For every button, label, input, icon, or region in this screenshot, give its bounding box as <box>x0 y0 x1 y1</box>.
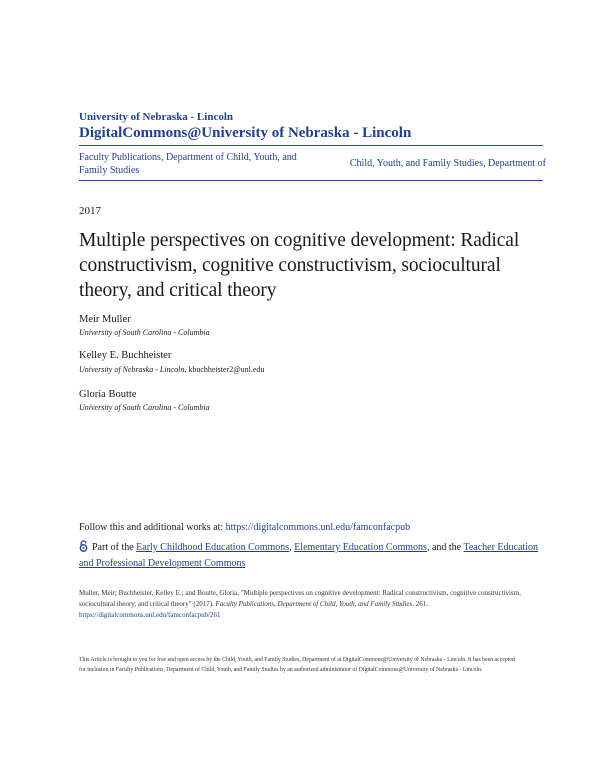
collection-link-left[interactable]: Faculty Publications, Department of Child, Youth, and Family Studies <box>79 152 297 176</box>
part-of-prefix: Part of the <box>92 542 137 553</box>
commons-separator: , <box>289 542 295 553</box>
institution-header <box>79 111 411 142</box>
header-divider-top <box>79 145 543 146</box>
header-divider-bottom <box>79 180 543 181</box>
university-name[interactable]: University of Nebraska - Lincoln <box>79 111 233 123</box>
author-name: Gloria Boutte <box>79 389 137 400</box>
commons-link-early-childhood[interactable]: Early Childhood Education Commons <box>136 542 290 553</box>
author-affiliation <box>79 364 264 375</box>
author-email[interactable]: , kbuchheister2@unl.edu <box>184 365 265 374</box>
access-notice: This Article is brought to you for free and open access by the Child, Youth, and Family Studies, Department of at DigitalCommons@University of Nebraska - Lincoln. It has been accepted for inclusion in Faculty Publications, Department of Child, Youth, and Family Studies by an authorized administrator of DigitalCommons@University of Nebraska - Lincoln. <box>79 657 515 673</box>
author-name: Meir Muller <box>79 314 131 325</box>
citation-url[interactable]: https://digitalcommons.unl.edu/famconfacpub/261 <box>79 611 221 619</box>
citation-number: . 261. <box>412 600 428 608</box>
collection-link-right[interactable]: Child, Youth, and Family Studies, Department of <box>349 158 546 169</box>
part-of-commons <box>79 540 549 571</box>
publication-year: 2017 <box>79 205 101 217</box>
recommended-citation <box>79 588 549 621</box>
author-affiliation <box>79 402 210 413</box>
citation-text: Muller, Meir; Buchheister, Kelley E.; and Boutte, Gloria, "Multiple perspectives on cognitive development: Radical constructivism, cognitive constructivism, sociocultural theory, and critical theory" (2017). <box>79 589 521 608</box>
commons-link-elementary[interactable]: Elementary Education Commons <box>294 542 427 553</box>
follow-link[interactable]: https://digitalcommons.unl.edu/famconfacpub <box>225 522 411 533</box>
citation-venue: Faculty Publications, Department of Child, Youth, and Family Studies <box>215 600 413 608</box>
open-access-icon <box>79 540 88 557</box>
author-name: Kelley E. Buchheister <box>79 350 172 361</box>
follow-line <box>79 521 410 534</box>
author-affiliation <box>79 327 210 338</box>
repository-name[interactable]: DigitalCommons@University of Nebraska - Lincoln <box>79 125 412 141</box>
article-title: Multiple perspectives on cognitive development: Radical constructivism, cognitive constructivism, sociocultural theory, and critical theory <box>79 230 520 301</box>
affiliation-text: University of Nebraska - Lincoln <box>79 365 185 374</box>
affiliation-text: University of South Carolina - Columbia <box>79 403 210 412</box>
commons-link-teacher-education[interactable]: Teacher Education and Professional Development Commons <box>79 542 538 569</box>
affiliation-text: University of South Carolina - Columbia <box>79 328 210 337</box>
commons-separator: , and the <box>426 542 464 553</box>
follow-label: Follow this and additional works at: <box>79 522 226 533</box>
